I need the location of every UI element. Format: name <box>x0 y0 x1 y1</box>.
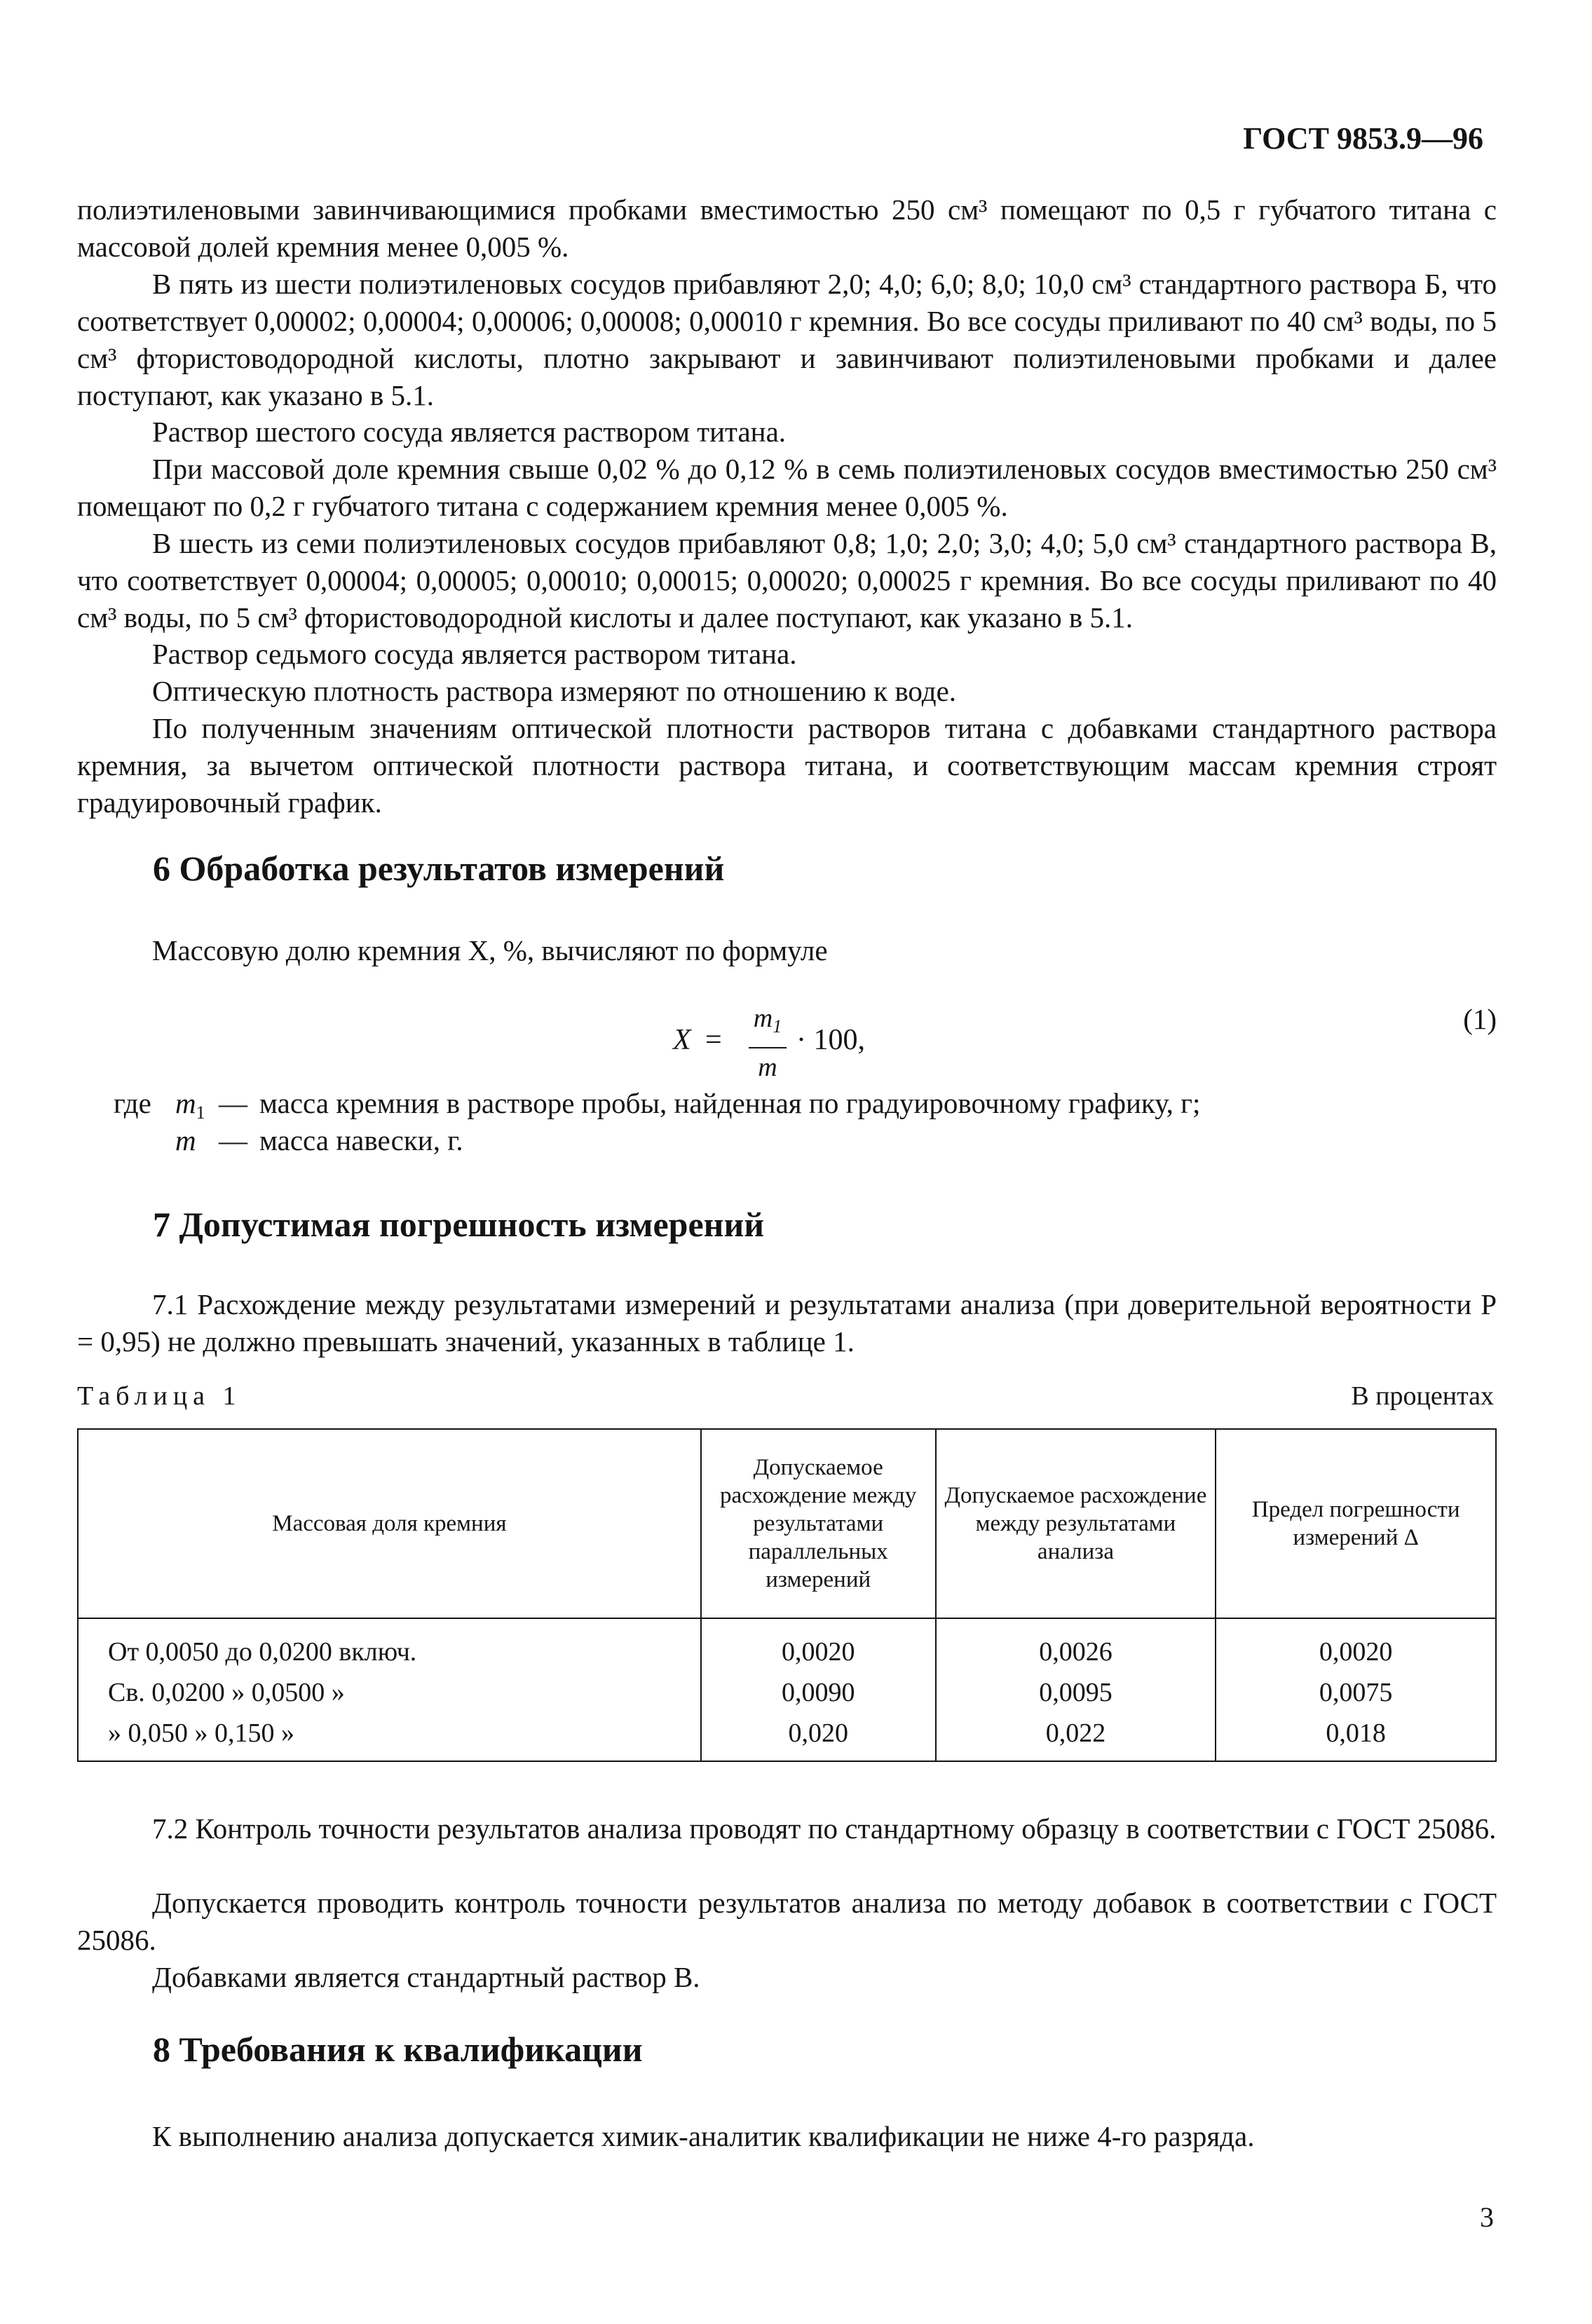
formula <box>673 1002 953 1082</box>
formula-lead: Массовую долю кремния X, %, вычисляют по формуле <box>152 934 828 966</box>
paragraph: Оптическую плотность раствора измеряют по отношению к воде. <box>152 675 957 707</box>
formula-numerator <box>749 1002 787 1043</box>
table-cell: 0,018 <box>1216 1713 1496 1761</box>
table-cell: Св. 0,0200 » 0,0500 » <box>78 1672 701 1713</box>
tolerance-table <box>77 1428 1497 1762</box>
where-symbol-m1: m <box>175 1087 196 1119</box>
paragraph-7-2: 7.2 Контроль точности результатов анализа проводят по стандартному образцу в соответствии с ГОСТ 25086. <box>152 1812 1497 1845</box>
table-cell: 0,0020 <box>701 1618 936 1672</box>
section-heading-7: 7 Допустимая погрешность измерений <box>153 1205 765 1244</box>
fraction-bar <box>749 1047 787 1048</box>
where-prefix: где <box>114 1087 151 1119</box>
table-cell: 0,0026 <box>936 1618 1216 1672</box>
paragraph: В шесть из семи полиэтиленовых сосудов прибавляют 0,8; 1,0; 2,0; 3,0; 4,0; 5,0 см³ стандартного раствора В, что соответствует 0,00004; 0,00005; 0,00010; 0,00015; 0,00020; 0,00025 г кремния. Во все сосуды приливают по 40 см³ воды, по 5 см³ фтористоводородной кислоты и далее поступают, как указано в 5.1. <box>77 527 1497 634</box>
table-header-cell: Допускаемое расхождение между результатами параллельных измерений <box>701 1429 936 1618</box>
section-heading-6: 6 Обработка результатов измерений <box>153 849 725 888</box>
table-cell: » 0,050 » 0,150 » <box>78 1713 701 1761</box>
table-header-cell: Допускаемое расхождение между результатами анализа <box>936 1429 1216 1618</box>
table-cell: 0,0020 <box>1216 1618 1496 1672</box>
paragraph: полиэтиленовыми завинчивающимися пробками вместимостью 250 см³ помещают по 0,5 г губчатого титана с массовой долей кремния менее 0,005 %. <box>77 193 1497 263</box>
table-header-cell: Предел погрешности измерений Δ <box>1216 1429 1496 1618</box>
table-cell: От 0,0050 до 0,0200 включ. <box>78 1618 701 1672</box>
where-definition: масса кремния в растворе пробы, найденная по градуировочному графику, г; <box>259 1087 1201 1119</box>
where-dash: — <box>219 1124 247 1156</box>
table-header-cell: Массовая доля кремния <box>78 1429 701 1618</box>
numerator-symbol: m <box>753 1004 773 1033</box>
paragraph: Раствор шестого сосуда является раствором титана. <box>152 416 787 448</box>
standard-header: ГОСТ 9853.9—96 <box>1243 121 1483 156</box>
numerator-subscript: 1 <box>773 1016 782 1037</box>
table-cell: 0,020 <box>701 1713 936 1761</box>
where-symbol-m: m <box>175 1124 196 1156</box>
where-dash: — <box>219 1087 247 1119</box>
paragraph: Добавками является стандартный раствор В. <box>152 1961 700 1993</box>
paragraph: В пять из шести полиэтиленовых сосудов прибавляют 2,0; 4,0; 6,0; 8,0; 10,0 см³ стандартного раствора Б, что соответствует 0,00002; 0,00004; 0,00006; 0,00008; 0,00010 г кремния. Во все сосуды приливают по 40 см³ воды, по 5 см³ фтористоводородной кислоты, плотно закрывают и завинчивают полиэтиленовыми пробками и далее поступают, как указано в 5.1. <box>77 268 1497 411</box>
equation-number: (1) <box>1463 1003 1497 1035</box>
paragraph: Допускается проводить контроль точности результатов анализа по методу добавок в соответствии с ГОСТ 25086. <box>77 1887 1497 1956</box>
table-caption: Таблица 1 <box>77 1381 242 1411</box>
where-subscript: 1 <box>196 1102 205 1123</box>
page-number: 3 <box>1480 2201 1494 2233</box>
paragraph: При массовой доле кремния свыше 0,02 % до 0,12 % в семь полиэтиленовых сосудов вместимостью 250 см³ помещают по 0,2 г губчатого титана с содержанием кремния менее 0,005 %. <box>77 453 1497 522</box>
table-row <box>78 1713 1496 1761</box>
paragraph: По полученным значениям оптической плотности растворов титана с добавками стандартного раствора кремния, за вычетом оптической плотности раствора титана, и соответствующим массам кремния строят градуировочный график. <box>77 712 1497 819</box>
formula-denominator: m <box>758 1053 777 1082</box>
formula-multiplier: · 100, <box>796 1024 865 1056</box>
where-symbol <box>175 1123 196 1157</box>
table-row <box>78 1672 1496 1713</box>
where-symbol <box>175 1086 205 1123</box>
where-definition: масса навески, г. <box>259 1124 463 1156</box>
formula-lhs: X <box>673 1024 691 1056</box>
paragraph-8: К выполнению анализа допускается химик-аналитик квалификации не ниже 4-го разряда. <box>152 2120 1255 2152</box>
section-heading-8: 8 Требования к квалификации <box>153 2030 643 2069</box>
table-row <box>78 1618 1496 1672</box>
formula-fraction <box>749 1002 787 1084</box>
table-unit: В процентах <box>1351 1381 1494 1411</box>
formula-equals: = <box>705 1024 722 1056</box>
table-cell: 0,0095 <box>936 1672 1216 1713</box>
table-cell: 0,022 <box>936 1713 1216 1761</box>
paragraph: Раствор седьмого сосуда является раствором титана. <box>152 638 797 670</box>
table-header-row <box>78 1429 1496 1618</box>
table-cell: 0,0090 <box>701 1672 936 1713</box>
paragraph-7-1: 7.1 Расхождение между результатами измерений и результатами анализа (при доверительной вероятности P = 0,95) не должно превышать значений, указанных в таблице 1. <box>77 1288 1497 1358</box>
table-cell: 0,0075 <box>1216 1672 1496 1713</box>
